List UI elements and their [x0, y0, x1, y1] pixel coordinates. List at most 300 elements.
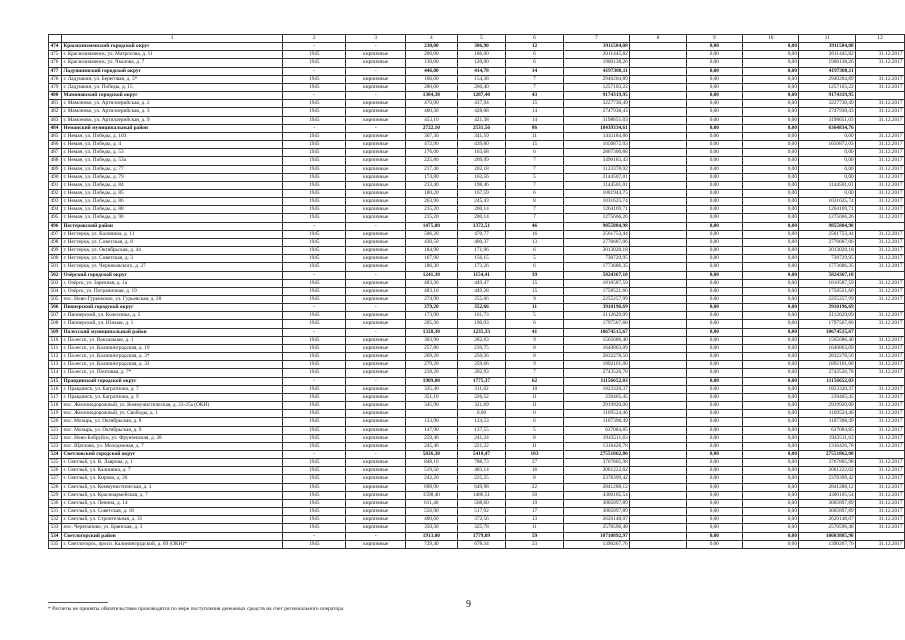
table-cell: - — [283, 43, 346, 51]
table-cell: 533 — [49, 524, 62, 532]
table-cell: 0,00 — [686, 67, 742, 75]
table-row — [49, 247, 905, 255]
table-cell: 0,00 — [743, 132, 799, 140]
table-cell: 282,63 — [457, 336, 506, 344]
table-cell — [630, 426, 686, 434]
table-cell: 43 — [506, 92, 563, 100]
table-cell: 180,20 — [406, 189, 458, 197]
table-cell: 1900138,26 — [799, 59, 856, 67]
table-cell: 1945 — [283, 442, 346, 450]
table-cell — [630, 51, 686, 59]
table-cell: 22 — [506, 483, 563, 491]
table-cell — [856, 124, 905, 132]
table-cell: 503 — [49, 279, 62, 287]
table-cell: г. Неман, ул. Победы, д. 79 — [61, 173, 282, 181]
table-cell: 483 — [49, 116, 62, 124]
group-total-row — [49, 43, 905, 51]
table-cell — [406, 410, 458, 418]
table-cell: 0,00 — [686, 402, 742, 410]
table-cell: 217,40 — [406, 165, 458, 173]
table-cell — [630, 165, 686, 173]
table-cell: 0,00 — [686, 198, 742, 206]
table-cell: 3005897,89 — [799, 499, 856, 507]
table-cell: 477 — [49, 67, 62, 75]
table-cell: 167,59 — [457, 189, 506, 197]
table-cell: кирпичные — [346, 108, 406, 116]
table-cell: 39 — [506, 271, 563, 279]
table-cell: 0,00 — [743, 328, 799, 336]
table-cell: Неманский муниципальный район — [61, 124, 282, 132]
table-cell: кирпичные — [346, 255, 406, 263]
table-cell: 0,00 — [686, 328, 742, 336]
table-cell: 637084,85 — [563, 426, 630, 434]
table-cell: 154,38 — [457, 75, 506, 83]
table-cell: 2112629,09 — [563, 312, 630, 320]
table-cell: 474 — [49, 43, 62, 51]
table-cell: 161,73 — [457, 312, 506, 320]
table-cell: 3911584,08 — [563, 43, 630, 51]
table-cell: 11 — [506, 524, 563, 532]
table-cell: 9174319,95 — [799, 92, 856, 100]
table-cell — [630, 173, 686, 181]
table-cell — [630, 320, 686, 328]
table-cell — [630, 206, 686, 214]
table-cell: 0,00 — [743, 230, 799, 238]
table-cell — [630, 132, 686, 140]
table-cell: 0,00 — [686, 312, 742, 320]
table-row — [49, 402, 905, 410]
table-cell — [630, 524, 686, 532]
table-row — [49, 83, 905, 91]
table-cell: Правдинский городской округ — [61, 377, 282, 385]
table-cell: 6 — [506, 189, 563, 197]
table-cell: 31.12.2017 — [856, 508, 905, 516]
table-cell: 0,00 — [743, 393, 799, 401]
table-cell: 156,15 — [457, 255, 506, 263]
table-cell: Озёрский городской округ — [61, 271, 282, 279]
table-cell: г. Озёрск, ул. Заречная, д. 1а — [61, 279, 282, 287]
table-cell: 2531,56 — [457, 124, 506, 132]
table-cell: 5 — [506, 173, 563, 181]
table-cell: 6 — [506, 320, 563, 328]
table-cell: Светлогорский район — [61, 532, 282, 540]
table-cell: 31.12.2017 — [856, 336, 905, 344]
table-cell: 303,90 — [406, 336, 458, 344]
table-cell — [630, 312, 686, 320]
table-cell: 306,90 — [457, 43, 506, 51]
table-cell: 0,00 — [743, 312, 799, 320]
table-cell: 9174319,95 — [563, 92, 630, 100]
table-cell: пос. Железнодорожный, ул. Свободы, д. 1 — [61, 410, 282, 418]
table-cell: 0,00 — [686, 43, 742, 51]
table-cell: 241,24 — [457, 434, 506, 442]
table-cell: 14 — [506, 67, 563, 75]
table-cell: 449,47 — [457, 279, 506, 287]
table-cell: кирпичные — [346, 51, 406, 59]
table-row — [49, 206, 905, 214]
table-cell: 259,66 — [457, 361, 506, 369]
table-cell: кирпичные — [346, 247, 406, 255]
table-cell — [630, 141, 686, 149]
table-cell: 0,00 — [686, 173, 742, 181]
table-cell: кирпичные — [346, 149, 406, 157]
table-cell: 133,90 — [406, 418, 458, 426]
table-cell: пос. Железнодорожный, ул. Коммунистическая, д. 23-25а (ОКН) — [61, 402, 282, 410]
table-cell: 173,90 — [406, 312, 458, 320]
table-cell: 1945 — [283, 491, 346, 499]
table-cell — [630, 92, 686, 100]
table-row — [49, 442, 905, 450]
table-cell: 31.12.2017 — [856, 108, 905, 116]
table-cell: г. Неман, ул. Победы, д. 53а — [61, 157, 282, 165]
table-cell: 239,75 — [457, 344, 506, 352]
table-cell: 0,00 — [686, 271, 742, 279]
table-cell — [630, 393, 686, 401]
table-cell: 1945 — [283, 116, 346, 124]
table-cell: пос. Ново-Бобруйск, ул. Фрунзенская, д. 28 — [61, 434, 282, 442]
table-row — [49, 467, 905, 475]
table-cell: 0,00 — [686, 475, 742, 483]
table-row — [49, 410, 905, 418]
table-cell: кирпичные — [346, 279, 406, 287]
table-cell — [856, 92, 905, 100]
table-row — [49, 132, 905, 140]
table-cell: 0,00 — [743, 92, 799, 100]
table-cell: 205,30 — [406, 320, 458, 328]
table-cell: 31.12.2017 — [856, 393, 905, 401]
table-cell: 470,77 — [457, 230, 506, 238]
table-cell: кирпичные — [346, 206, 406, 214]
table-cell: 5 — [506, 426, 563, 434]
table-cell: 1892161,00 — [799, 361, 856, 369]
table-cell: 259,40 — [406, 434, 458, 442]
table-cell: 1945 — [283, 344, 346, 352]
table-cell — [630, 532, 686, 540]
table-cell: 31.12.2017 — [856, 255, 905, 263]
table-cell: г. Светлый, ул. Калинина, д. 7 — [61, 467, 282, 475]
table-cell: 496 — [49, 222, 62, 230]
table-cell: 9855884,98 — [563, 222, 630, 230]
table-cell: 325,78 — [457, 524, 506, 532]
table-cell: 0,00 — [743, 198, 799, 206]
table-cell: 1900138,26 — [563, 59, 630, 67]
table-cell: 31.12.2017 — [856, 516, 905, 524]
table-cell: 9855884,98 — [799, 222, 856, 230]
table-cell — [630, 402, 686, 410]
table-cell: 31.12.2017 — [856, 483, 905, 491]
table-cell: 372,56 — [457, 516, 506, 524]
table-cell: кирпичные — [346, 320, 406, 328]
table-row — [49, 418, 905, 426]
table-cell: г. Полесск, ул. Калининградская, д. 32 — [61, 361, 282, 369]
table-cell: г. Неман, ул. Победы, д. 77 — [61, 165, 282, 173]
table-cell: 1945 — [283, 524, 346, 532]
group-total-row — [49, 124, 905, 132]
header-cell: 5 — [457, 35, 506, 43]
table-cell: кирпичные — [346, 100, 406, 108]
table-cell: 0,00 — [686, 450, 742, 458]
table-cell: 522 — [49, 434, 62, 442]
table-cell: 186,00 — [457, 51, 506, 59]
group-total-row — [49, 92, 905, 100]
table-cell: 9 — [506, 336, 563, 344]
table-cell: 31.12.2017 — [856, 206, 905, 214]
table-cell — [856, 532, 905, 540]
table-cell: г. Полесск, ул. Почтовая, д. 7* — [61, 369, 282, 377]
table-cell: 0,00 — [743, 116, 799, 124]
table-cell: г. Полесск, ул. Калининградская, д. 19 — [61, 344, 282, 352]
table-cell — [630, 475, 686, 483]
table-cell: 31.12.2017 — [856, 165, 905, 173]
table-cell: 245,43 — [457, 198, 506, 206]
table-cell: 0,00 — [743, 532, 799, 540]
table-cell: 1945 — [283, 353, 346, 361]
table-cell: Полесский муниципальный район — [61, 328, 282, 336]
table-cell: 5824367,18 — [799, 271, 856, 279]
table-cell: 470,90 — [406, 100, 458, 108]
table-cell: 1775,37 — [457, 377, 506, 385]
table-cell: 400,37 — [457, 238, 506, 246]
table-cell: 0,00 — [743, 499, 799, 507]
table-cell: 225,80 — [406, 157, 458, 165]
table-cell — [630, 279, 686, 287]
table-cell — [630, 149, 686, 157]
header-cell: 2 — [283, 35, 346, 43]
table-cell: 8 — [506, 344, 563, 352]
table-cell: 326,52 — [457, 393, 506, 401]
table-cell: - — [346, 222, 406, 230]
table-cell — [630, 540, 686, 548]
table-cell: 437,94 — [457, 100, 506, 108]
table-cell: 31.12.2017 — [856, 279, 905, 287]
table-cell: 4197308,11 — [799, 67, 856, 75]
table-cell: 345,90 — [406, 402, 458, 410]
table-cell: 1169524,46 — [563, 410, 630, 418]
table-cell: 1257103,22 — [563, 83, 630, 91]
table-cell: 215,20 — [406, 214, 458, 222]
table-cell: 0,00 — [686, 92, 742, 100]
table-cell: 1640863,09 — [799, 344, 856, 352]
table-cell — [630, 410, 686, 418]
table-cell: 200,14 — [457, 214, 506, 222]
table-cell: 848,10 — [406, 459, 458, 467]
header-cell: 1 — [61, 35, 282, 43]
table-row — [49, 59, 905, 67]
table-cell: 472,90 — [406, 141, 458, 149]
table-cell: 6364834,76 — [799, 124, 856, 132]
table-cell: г. Ладушкин, ул. Победы, д. 15 — [61, 83, 282, 91]
table-cell: 13 — [506, 516, 563, 524]
table-cell: 1565686,40 — [563, 336, 630, 344]
table-cell: 531 — [49, 508, 62, 516]
table-cell: 31.12.2017 — [856, 499, 905, 507]
table-cell: 453,10 — [406, 116, 458, 124]
table-cell: г. Светлый, ул. Советская, д. 18 — [61, 508, 282, 516]
table-cell: 1264169,71 — [799, 206, 856, 214]
table-cell: 0,00 — [743, 540, 799, 548]
table-cell: 41 — [506, 328, 563, 336]
table-cell: 0,00 — [743, 483, 799, 491]
table-cell: 0,00 — [799, 132, 856, 140]
table-cell: 2061222,62 — [563, 467, 630, 475]
table-cell — [630, 442, 686, 450]
table-row — [49, 238, 905, 246]
table-cell: 1257103,22 — [799, 83, 856, 91]
table-row — [49, 255, 905, 263]
table-cell: г. Светлый, ул. Кирова, д. 26 — [61, 475, 282, 483]
table-cell: 3911584,08 — [799, 43, 856, 51]
table-row — [49, 108, 905, 116]
table-cell: 1945 — [283, 206, 346, 214]
table-cell: 1945 — [283, 157, 346, 165]
table-cell: 31.12.2017 — [856, 149, 905, 157]
table-row — [49, 287, 905, 295]
table-cell: пос. Щеглово, ул. Молодежная, д. 7 — [61, 442, 282, 450]
table-cell: 62 — [506, 377, 563, 385]
table-cell: 4300105,54 — [563, 491, 630, 499]
table-cell: 1945 — [283, 59, 346, 67]
table-cell: 568,60 — [457, 499, 506, 507]
table-cell: 1945 — [283, 312, 346, 320]
table-row — [49, 434, 905, 442]
table-cell: 0,00 — [686, 116, 742, 124]
table-cell: 506 — [49, 304, 62, 312]
table-cell: г. Неман, ул. Победы, д. 85 — [61, 189, 282, 197]
table-cell: 250,36 — [457, 353, 506, 361]
table-cell: 230,00 — [406, 43, 458, 51]
table-cell: кирпичные — [346, 524, 406, 532]
table-cell: 1945 — [283, 189, 346, 197]
table-row — [49, 296, 905, 304]
table-cell: г. Неман, ул. Победы, д. 4 — [61, 141, 282, 149]
table-cell: 0,00 — [743, 418, 799, 426]
table-cell: 0,00 — [686, 181, 742, 189]
table-cell: 1107398,49 — [563, 418, 630, 426]
table-cell: 502 — [49, 271, 62, 279]
table-cell: 0,00 — [743, 516, 799, 524]
table-cell: 0,00 — [743, 491, 799, 499]
table-cell: 1169524,46 — [799, 410, 856, 418]
table-cell: 14 — [506, 116, 563, 124]
table-row — [49, 385, 905, 393]
table-cell — [630, 361, 686, 369]
table-cell: 5418,47 — [457, 450, 506, 458]
table-cell: 0,00 — [799, 157, 856, 165]
table-cell: 0,00 — [686, 483, 742, 491]
table-cell: 31.12.2017 — [856, 173, 905, 181]
table-cell: кирпичные — [346, 312, 406, 320]
table-cell: 476 — [49, 59, 62, 67]
table-cell — [856, 222, 905, 230]
table-cell: 31.12.2017 — [856, 369, 905, 377]
table-cell: 31.12.2017 — [856, 312, 905, 320]
table-cell: 0,00 — [743, 287, 799, 295]
table-cell: 190,93 — [457, 320, 506, 328]
table-cell: 176,00 — [406, 149, 458, 157]
table-cell: 0,00 — [686, 238, 742, 246]
table-cell: 649,98 — [457, 483, 506, 491]
table-cell: 31.12.2017 — [856, 467, 905, 475]
table-cell: 0,00 — [743, 83, 799, 91]
table-cell: 1945 — [283, 434, 346, 442]
table-cell: 0,00 — [743, 214, 799, 222]
table-cell: 524 — [49, 450, 62, 458]
table-cell: г. Нестеров, ул. Черняховского, д. 27 — [61, 263, 282, 271]
group-total-row — [49, 328, 905, 336]
table-row — [49, 51, 905, 59]
table-cell: 0,00 — [743, 247, 799, 255]
table-cell: 0,00 — [743, 206, 799, 214]
table-cell: 637084,85 — [799, 426, 856, 434]
table-cell: 137,55 — [457, 426, 506, 434]
table-cell: 3767805,98 — [563, 459, 630, 467]
table-cell: г. Правдинск, ул. Багратиона, д. 9 — [61, 393, 282, 401]
table-cell: 209,99 — [457, 157, 506, 165]
table-cell: 31.12.2017 — [856, 296, 905, 304]
table-cell: 31.12.2017 — [856, 238, 905, 246]
table-cell: 11 — [506, 304, 563, 312]
table-cell: - — [283, 124, 346, 132]
table-cell: 31.12.2017 — [856, 344, 905, 352]
table-cell: 1328,30 — [406, 328, 458, 336]
table-cell: - — [346, 450, 406, 458]
table-cell: 0,00 — [686, 287, 742, 295]
header-cell — [49, 35, 62, 43]
table-cell: кирпичные — [346, 198, 406, 206]
table-cell: пос. Ново-Гурьевское, ул. Гурьевская, д. 28 — [61, 296, 282, 304]
table-cell: 0,00 — [686, 149, 742, 157]
table-cell: 8 — [506, 353, 563, 361]
table-cell: кирпичные — [346, 75, 406, 83]
table-cell: 120,90 — [457, 59, 506, 67]
table-cell: 0,00 — [743, 450, 799, 458]
table-cell — [630, 83, 686, 91]
table-cell: кирпичные — [346, 491, 406, 499]
table-row — [49, 263, 905, 271]
table-cell: - — [283, 377, 346, 385]
table-cell: кирпичные — [346, 157, 406, 165]
table-cell: 9 — [506, 361, 563, 369]
table-cell: 512 — [49, 353, 62, 361]
table-cell — [630, 43, 686, 51]
table-cell: 698,90 — [406, 483, 458, 491]
table-cell: 0,00 — [743, 353, 799, 361]
table-cell: 0,00 — [743, 100, 799, 108]
table-cell: 2747938,43 — [799, 108, 856, 116]
table-row — [49, 230, 905, 238]
table-cell: 519 — [49, 410, 62, 418]
table-cell: 0,00 — [686, 206, 742, 214]
table-cell: 1475,80 — [406, 222, 458, 230]
table-cell: 1945 — [283, 247, 346, 255]
table-cell: 2832278,50 — [799, 353, 856, 361]
table-cell: кирпичные — [346, 141, 406, 149]
table-cell: - — [283, 67, 346, 75]
table-cell: 50 — [506, 491, 563, 499]
table-cell: кирпичные — [346, 467, 406, 475]
table-cell: 1892161,00 — [563, 361, 630, 369]
table-cell: Пионерский городской округ — [61, 304, 282, 312]
table-cell: 501 — [49, 263, 62, 271]
table-cell: 16 — [506, 467, 563, 475]
table-cell: 1945 — [283, 75, 346, 83]
table-cell: 1144501,01 — [563, 181, 630, 189]
table-cell: 0,00 — [686, 75, 742, 83]
table-cell: 520 — [49, 418, 62, 426]
table-row — [49, 540, 905, 548]
table-cell: 1945 — [283, 540, 346, 548]
table-cell: кирпичные — [346, 475, 406, 483]
